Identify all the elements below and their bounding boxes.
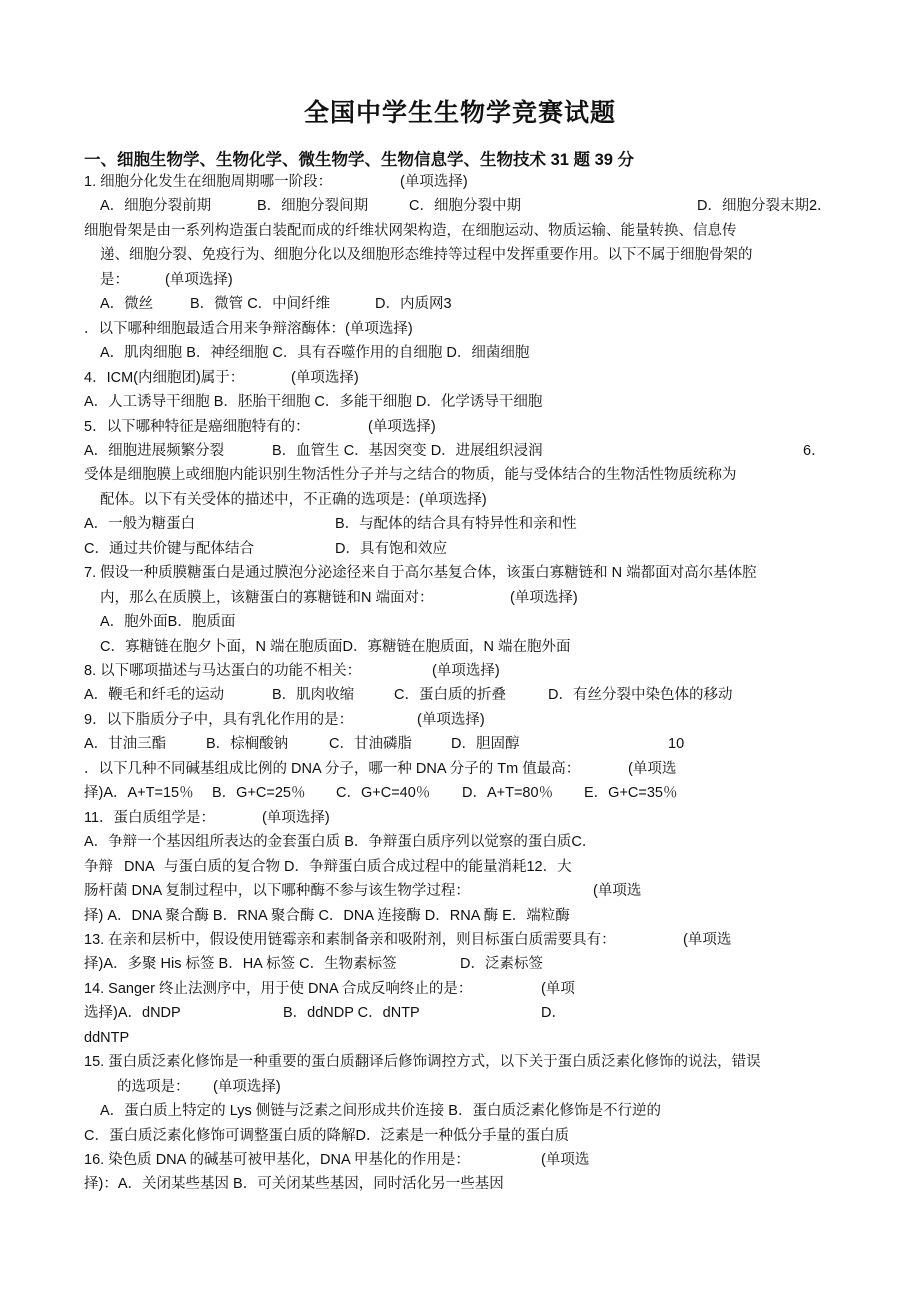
text-line-segment: (单项选择) — [432, 663, 500, 679]
text-line-segment: 择) A．DNA 聚合酶 B．RNA 聚合酶 C．DNA 连接酶 D．RNA 酶 E．端粒酶 — [84, 907, 570, 924]
text-line-segment: 细胞骨架是由一系列构造蛋白装配而成的纤维状网架构造，在细胞运动、物质运输、能量转换、信息传 — [84, 222, 737, 239]
text-line-segment: A．胞外面B．胞质面 — [100, 614, 236, 631]
text-line-segment: 递、细胞分裂、免疫行为、细胞分化以及细胞形态维持等过程中发挥重要作用。以下不属于细胞骨架的 — [100, 247, 753, 264]
text-line-segment: D．有丝分裂中染色体的移动 — [548, 687, 733, 704]
text-line-segment: 择)：A．关闭某些基因 B．可关闭某些基因，同时活化另一些基因 — [84, 1176, 504, 1193]
text-line-segment: D．泛素标签 — [460, 956, 543, 973]
text-line-segment: C．寡糖链在胞夕卜面，N 端在胞质面D．寡糖链在胞质面，N 端在胞外面 — [100, 638, 571, 655]
text-line-segment: E．G+C=35％ — [584, 785, 678, 802]
text-line-segment: (单项选择) — [417, 711, 485, 728]
text-line-segment: (单项选择) — [368, 418, 436, 435]
text-line-segment: B．血管生 C．基因突变 D．进展组织浸润 — [272, 442, 543, 459]
text-line-segment: B．与配体的结合具有特异性和亲和性 — [335, 516, 577, 533]
text-line-segment: B．细胞分裂间期 — [257, 198, 369, 215]
text-line-segment: (单项选 — [593, 883, 642, 900]
text-line-segment: B．肌肉收缩 — [272, 687, 355, 704]
text-line-segment: 10 — [668, 736, 685, 753]
text-line-segment: C．甘油磷脂 — [329, 736, 412, 753]
text-line-segment: B．ddNDP C．dNTP — [283, 1005, 420, 1022]
text-line-segment: DNA — [124, 858, 155, 875]
text-line-segment: 4．ICM(内细胞团)属于： — [84, 369, 245, 386]
text-line-segment: ．以下哪种细胞最适合用来争辩溶酶体：(单项选择) — [84, 320, 413, 337]
text-line-segment: 6． — [803, 442, 826, 459]
text-line-segment: A．鞭毛和纤毛的运动 — [84, 687, 225, 704]
text-line-segment: (单项选择) — [262, 809, 330, 826]
text-line-segment: D．胆固醇 — [451, 736, 520, 753]
section-heading: 一、细胞生物学、生物化学、微生物学、生物信息学、生物技术 31 题 39 分 — [84, 151, 635, 169]
text-line-segment: 配体。以下有关受体的描述中，不正确的选项是：(单项选择) — [100, 491, 487, 508]
text-line-segment: ddNTP — [84, 1029, 130, 1046]
text-line-segment: 受体是细胞膜上或细胞内能识别生物活性分子并与之结合的物质，能与受体结合的生物活性物质统称为 — [84, 467, 737, 484]
text-line-segment: B．微管 C．中间纤维 — [190, 296, 331, 313]
text-line-segment: (单项 — [541, 980, 575, 997]
text-line-segment: C．G+C=40％ — [336, 785, 431, 802]
text-line-segment: B．棕榈酸钠 — [206, 736, 289, 753]
text-line-segment: (单项选择) — [291, 369, 359, 386]
text-line-segment: 选择)A．dNDP — [84, 1005, 181, 1022]
text-line-segment: D． — [541, 1005, 566, 1022]
text-line-segment: 是： — [100, 271, 129, 288]
text-line-segment: 15. 蛋白质泛素化修饰是一种重要的蛋白质翻译后修饰调控方式，以下关于蛋白质泛素化修饰的说法，错误 — [84, 1054, 761, 1071]
text-line-segment: 9．以下脂质分子中，具有乳化作用的是： — [84, 711, 354, 728]
text-line-segment: 11．蛋白质组学是： — [84, 809, 216, 826]
text-line-segment: A．肌肉细胞 B．神经细胞 C．具有吞噬作用的自细胞 D．细菌细胞 — [100, 345, 530, 362]
text-line-segment: 择)A．A+T=15％ — [84, 785, 194, 802]
text-line-segment: D．细胞分裂末期2． — [697, 198, 832, 215]
text-line-segment: A．蛋白质上特定的 Lys 侧链与泛素之间形成共价连接 B．蛋白质泛素化修饰是不行逆的 — [100, 1103, 661, 1120]
document-title: 全国中学生生物学竞赛试题 — [303, 99, 616, 127]
text-line-segment: D．内质网3 — [375, 296, 452, 313]
text-line-segment: B．G+C=25％ — [212, 785, 306, 802]
text-line-segment: 肠杆菌 DNA 复制过程中，以下哪种酶不参与该生物学过程： — [84, 883, 470, 900]
text-line-segment: 择)A．多聚 His 标签 B．HA 标签 C．生物素标签 — [84, 956, 397, 973]
text-line-segment: ．以下几种不同碱基组成比例的 DNA 分子，哪一种 DNA 分子的 Tm 值最高： — [84, 760, 581, 777]
text-line-segment: 争辩 — [84, 858, 113, 875]
text-line-segment: 14. Sanger 终止法测序中，用于使 DNA 合成反响终止的是： — [84, 980, 473, 997]
text-line-segment: 8. 以下哪项描述与马达蛋白的功能不相关： — [84, 663, 362, 679]
text-line-segment: (单项选择) — [213, 1078, 281, 1095]
text-line-segment: A．争辩一个基因组所表达的金套蛋白质 B．争辩蛋白质序列以觉察的蛋白质C． — [84, 834, 597, 851]
text-line-segment: (单项选择) — [510, 589, 578, 606]
text-line-segment: A．微丝 — [100, 296, 154, 313]
text-line-segment: 1. 细胞分化发生在细胞周期哪一阶段： — [84, 174, 333, 190]
text-line-segment: A．人工诱导干细胞 B．胚胎干细胞 C．多能干细胞 D．化学诱导干细胞 — [84, 394, 543, 411]
text-line-segment: A．细胞分裂前期 — [100, 198, 212, 215]
text-line-segment: 7. 假设一种质膜糖蛋白是通过膜泡分泌途径来自于高尔基复合体，该蛋白寡糖链和 N 端都面对高尔基体腔 — [84, 565, 757, 582]
text-line-segment: A．细胞进展频繁分裂 — [84, 442, 225, 459]
text-line-segment: D．A+T=80％ — [462, 785, 554, 802]
text-line-segment: (单项选择) — [400, 174, 468, 190]
text-line-segment: (单项选 — [541, 1152, 590, 1168]
text-line-segment: 5．以下哪种特征是癌细胞特有的： — [84, 418, 310, 435]
text-line-segment: 内，那么在质膜上，该糖蛋白的寡糖链和N 端面对： — [100, 589, 434, 606]
text-line-segment: C．蛋白质的折叠 — [394, 687, 506, 704]
text-line-segment: C．通过共价键与配体结合 — [84, 540, 254, 557]
text-line-segment: 的选项是： — [117, 1078, 190, 1095]
text-line-segment: C．蛋白质泛素化修饰可调整蛋白质的降解D．泛素是一种低分手量的蛋白质 — [84, 1127, 569, 1144]
text-line-segment: D．具有饱和效应 — [335, 540, 447, 557]
text-line-segment: (单项选择) — [165, 271, 233, 288]
text-line-segment: A．一般为糖蛋白 — [84, 516, 196, 533]
text-line-segment: 13. 在亲和层析中，假设使用链霉亲和素制备亲和吸附剂，则目标蛋白质需要具有： — [84, 931, 616, 948]
text-line-segment: A．甘油三酯 — [84, 736, 167, 753]
text-line-segment: 与蛋白质的复合物 D．争辩蛋白质合成过程中的能量消耗12．大 — [164, 858, 572, 875]
text-line-segment: (单项选 — [628, 760, 677, 777]
text-line-segment: C．细胞分裂中期 — [409, 198, 521, 215]
text-line-segment: 16. 染色质 DNA 的碱基可被甲基化，DNA 甲基化的作用是： — [84, 1152, 470, 1168]
text-line-segment: (单项选 — [683, 931, 732, 948]
